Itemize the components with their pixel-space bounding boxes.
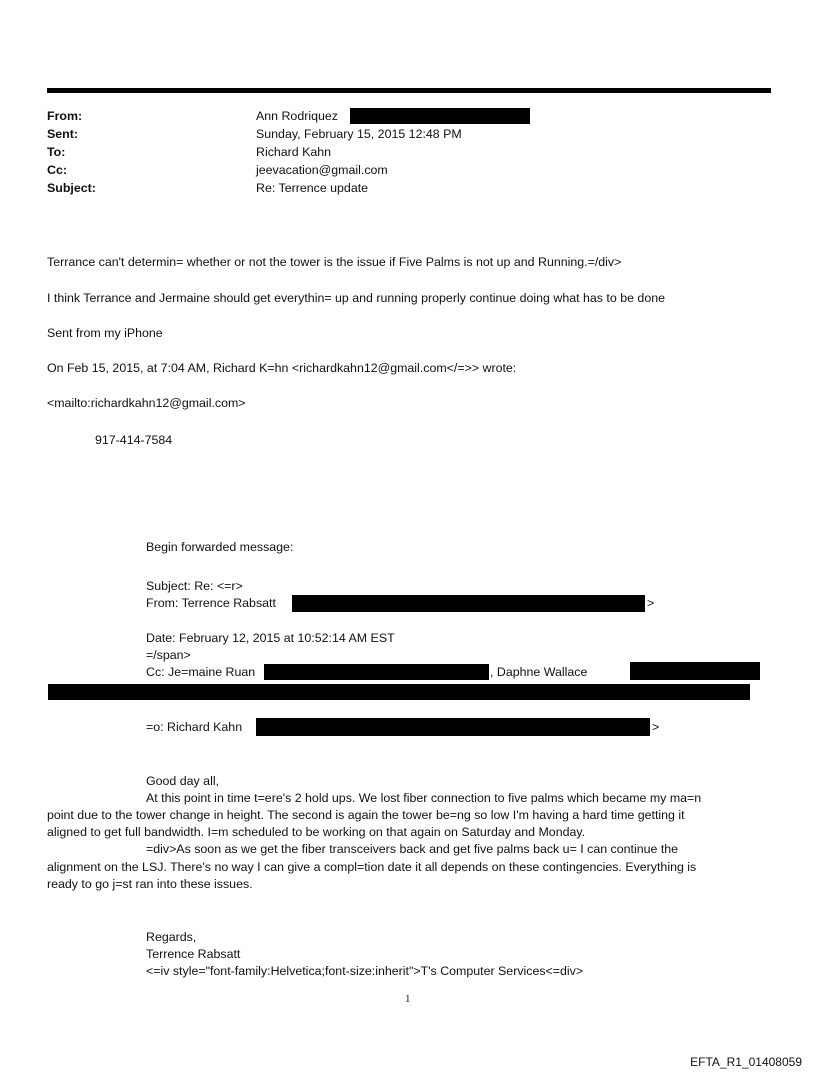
paragraph-line: At this point in time t=ere's 2 hold ups. We lost fiber connection to five palms which became my ma=n <box>146 791 702 805</box>
fwd-subject: Subject: Re: <=r> <box>146 579 243 593</box>
signature-company: <=iv style="font-family:Helvetica;font-size:inherit">T's Computer Services<=div> <box>146 964 584 978</box>
to-value: Richard Kahn <box>256 145 332 159</box>
phone-number: 917-414-7584 <box>95 433 173 447</box>
forward-intro: Begin forwarded message: <box>146 540 294 554</box>
fwd-to: =o: Richard Kahn <box>146 720 243 734</box>
paragraph-line: ready to go j=st ran into these issues. <box>47 877 253 891</box>
document-id: EFTA_R1_01408059 <box>690 1055 802 1069</box>
page-number: 1 <box>405 993 411 1005</box>
to-label: To: <box>47 145 66 159</box>
fwd-cc: Cc: Je=maine Ruan <box>146 665 256 679</box>
body-line: Sent from my iPhone <box>47 326 163 340</box>
body-line: I think Terrance and Jermaine should get everythin= up and running properly continue doing what has to be done <box>47 291 665 305</box>
redaction <box>264 664 489 680</box>
sent-value: Sunday, February 15, 2015 12:48 PM <box>256 127 462 141</box>
body-line: Terrance can't determin= whether or not the tower is the issue if Five Palms is not up and Running.=/div> <box>47 255 622 269</box>
redaction <box>630 662 760 680</box>
from-label: From: <box>47 109 83 123</box>
redaction <box>48 684 750 700</box>
sent-label: Sent: <box>47 127 78 141</box>
redaction <box>350 108 530 124</box>
paragraph-line: alignment on the LSJ. There's no way I can give a compl=tion date it all depends on these contingencies. Everything is <box>47 860 697 874</box>
fwd-from: From: Terrence Rabsatt <box>146 596 276 610</box>
body-line: On Feb 15, 2015, at 7:04 AM, Richard K=hn <richardkahn12@gmail.com</=>> wrote: <box>47 361 517 375</box>
paragraph-line: aligned to get full bandwidth. I=m scheduled to be working on that again on Saturday and Monday. <box>47 825 586 839</box>
greeting: Good day all, <box>146 774 220 788</box>
cc-label: Cc: <box>47 163 67 177</box>
from-value: Ann Rodriquez <box>256 109 338 123</box>
paragraph-line: point due to the tower change in height. The second is again the tower be=ng so low I'm having a hard time getting it <box>47 808 685 822</box>
paragraph-line: =div>As soon as we get the fiber transceivers back and get five palms back u= I can continue the <box>146 842 679 856</box>
header-rule <box>47 88 771 93</box>
fwd-span: =/span> <box>146 648 191 662</box>
redaction <box>292 595 645 612</box>
fwd-to-end: > <box>652 720 660 734</box>
subject-value: Re: Terrence update <box>256 181 369 195</box>
fwd-from-end: > <box>647 596 655 610</box>
cc-value: jeevacation@gmail.com <box>256 163 388 177</box>
fwd-cc-2: , Daphne Wallace <box>490 665 588 679</box>
redaction <box>256 718 650 736</box>
body-line: <mailto:richardkahn12@gmail.com> <box>47 396 246 410</box>
regards: Regards, <box>146 930 197 944</box>
subject-label: Subject: <box>47 181 96 195</box>
fwd-date: Date: February 12, 2015 at 10:52:14 AM EST <box>146 631 395 645</box>
signature-name: Terrence Rabsatt <box>146 947 241 961</box>
